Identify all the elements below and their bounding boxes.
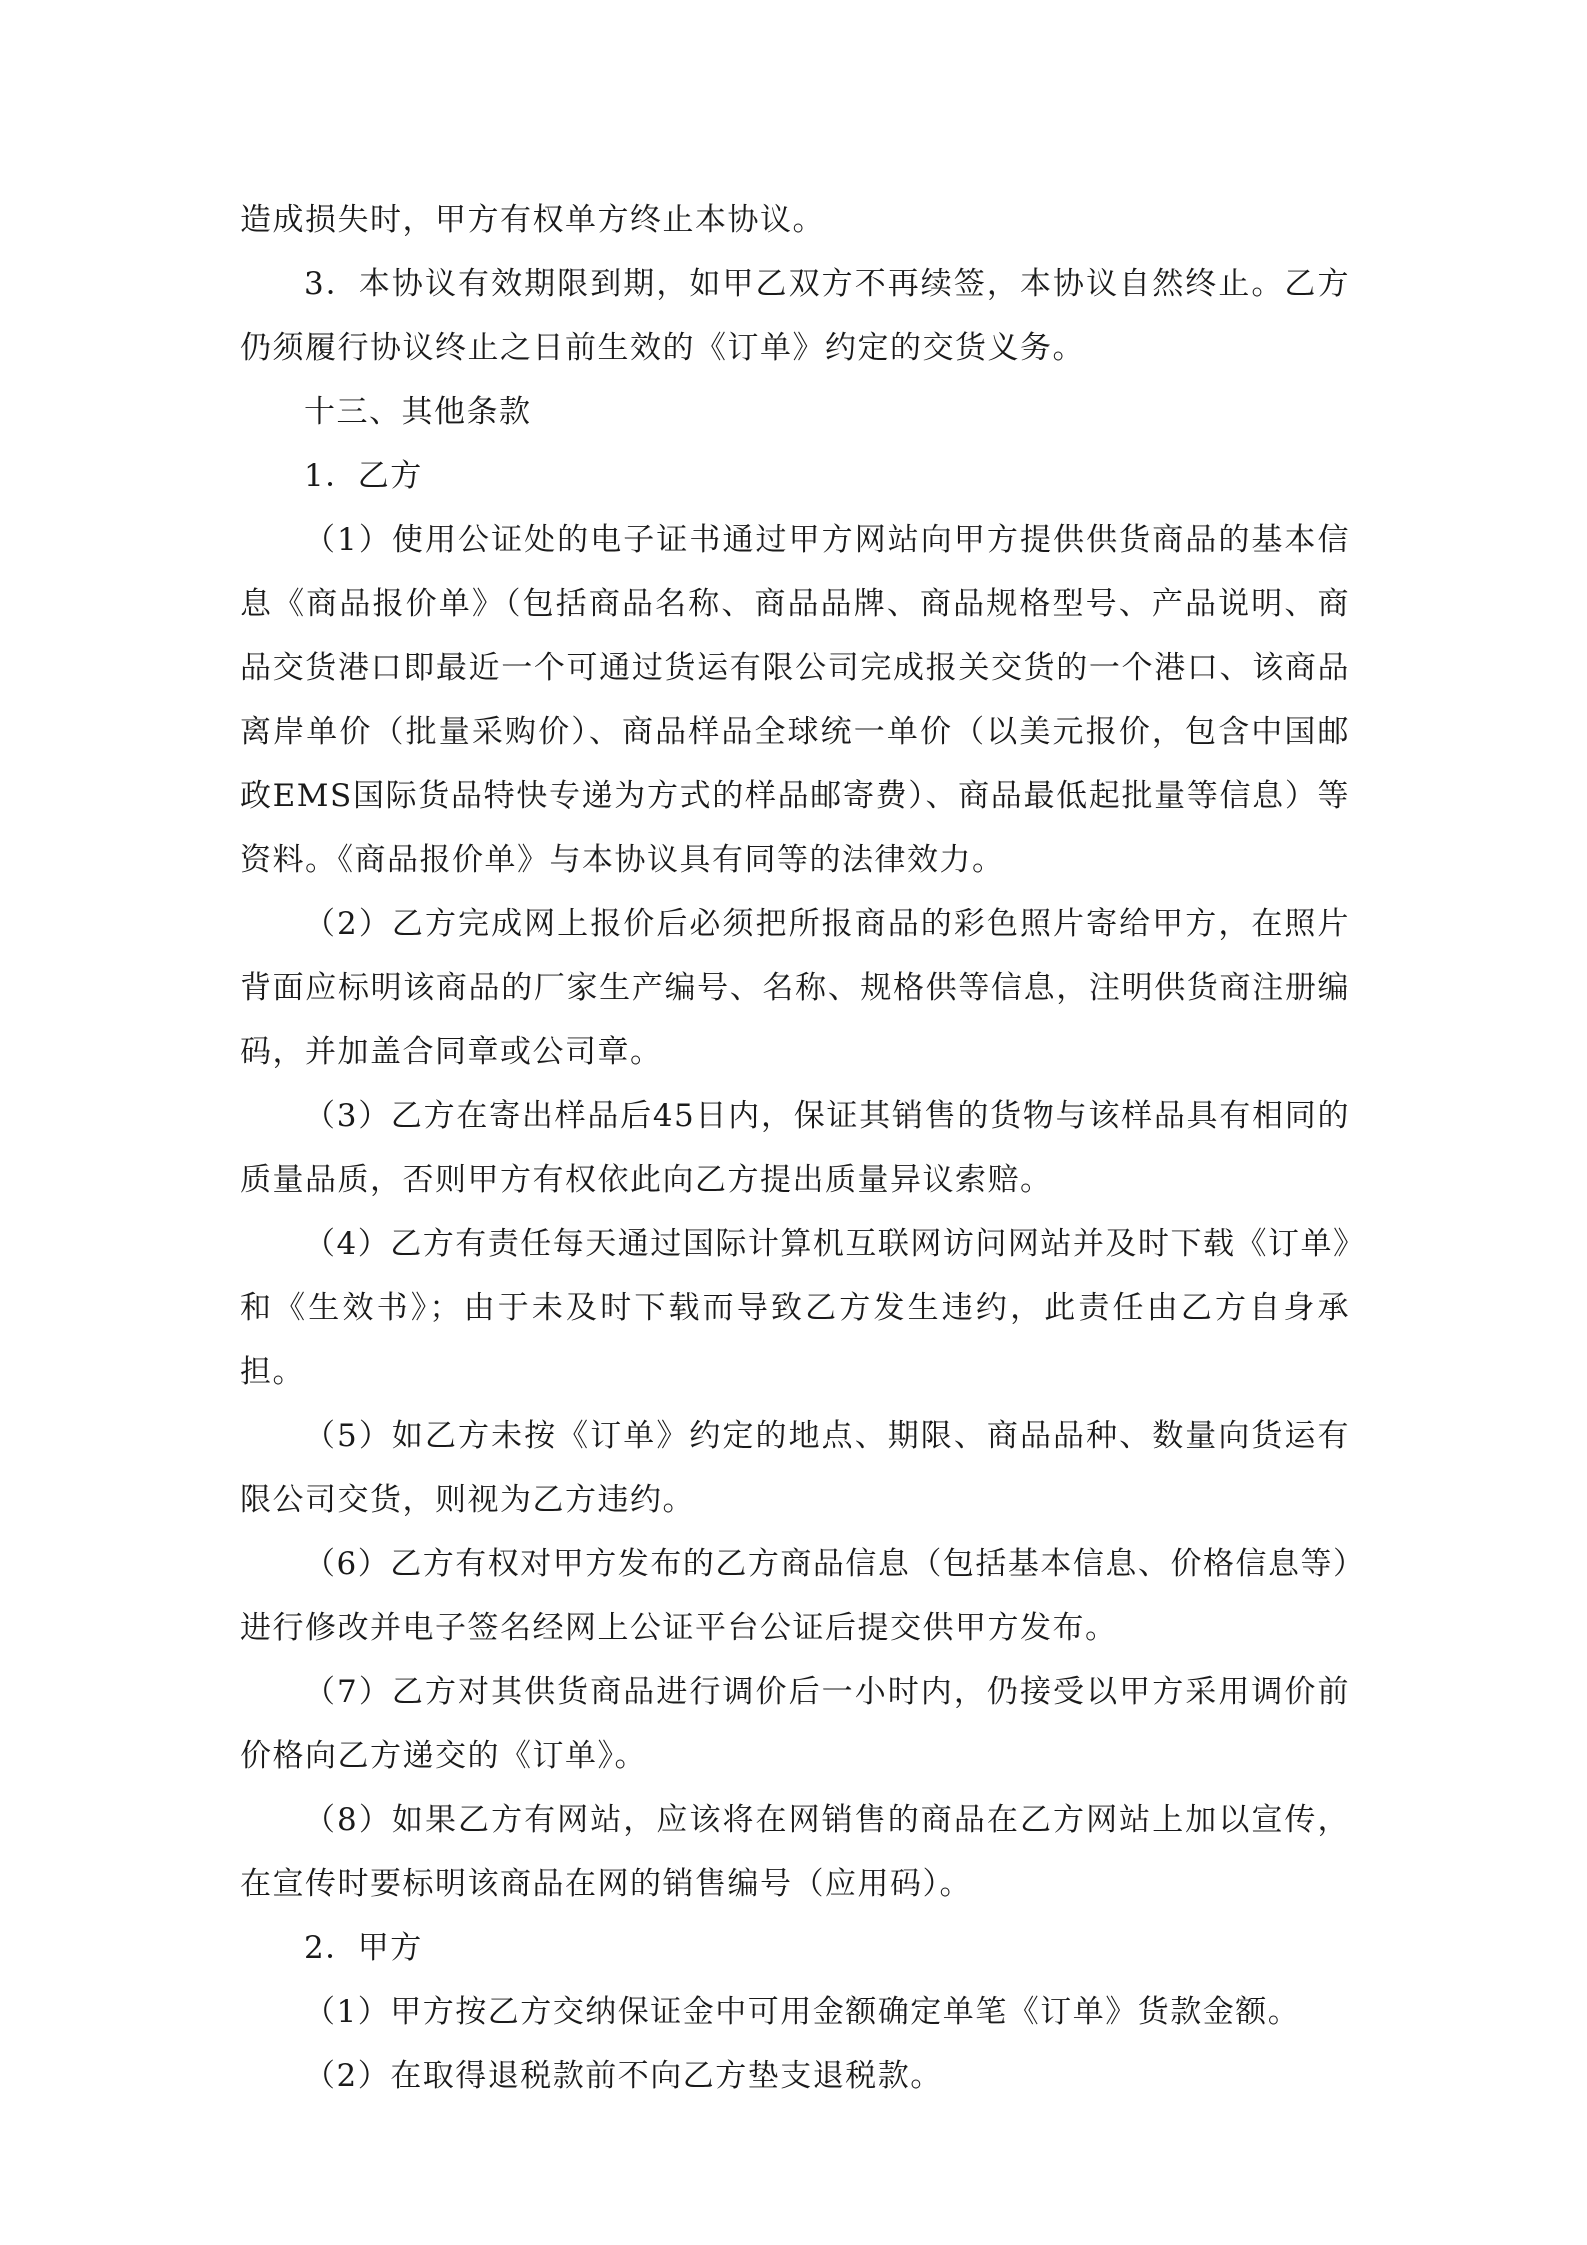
subsection-heading-party-a: 2．甲方 — [304, 1930, 423, 1966]
paragraph-party-a-item-2: （2）在取得退税款前不向乙方垫支退税款。 — [304, 2058, 943, 2094]
paragraph-party-b-item-5: （5）如乙方未按《订单》约定的地点、期限、商品品种、数量向货运有限公司交货，则视为乙方违约。 — [240, 1418, 1350, 1518]
paragraph-party-b-item-7: （7）乙方对其供货商品进行调价后一小时内，仍接受以甲方采用调价前价格向乙方递交的《订单》。 — [240, 1674, 1350, 1774]
subsection-heading-party-b: 1．乙方 — [304, 458, 423, 494]
document-body — [240, 188, 1350, 2108]
paragraph-continuation: 造成损失时，甲方有权单方终止本协议。 — [240, 202, 825, 238]
paragraph-party-b-item-4: （4）乙方有责任每天通过国际计算机互联网访问网站并及时下载《订单》和《生效书》；由于未及时下载而导致乙方发生违约，此责任由乙方自身承担。 — [240, 1226, 1350, 1390]
paragraph-party-b-item-3: （3）乙方在寄出样品后45日内，保证其销售的货物与该样品具有相同的质量品质，否则甲方有权依此向乙方提出质量异议索赔。 — [240, 1098, 1350, 1198]
paragraph-clause-3: 3．本协议有效期限到期，如甲乙双方不再续签，本协议自然终止。乙方仍须履行协议终止之日前生效的《订单》约定的交货义务。 — [240, 266, 1350, 366]
paragraph-party-b-item-8: （8）如果乙方有网站，应该将在网销售的商品在乙方网站上加以宣传，在宣传时要标明该商品在网的销售编号（应用码）。 — [240, 1802, 1350, 1902]
paragraph-party-b-item-6: （6）乙方有权对甲方发布的乙方商品信息（包括基本信息、价格信息等）进行修改并电子签名经网上公证平台公证后提交供甲方发布。 — [240, 1546, 1350, 1646]
paragraph-party-b-item-1: （1）使用公证处的电子证书通过甲方网站向甲方提供供货商品的基本信息《商品报价单》（包括商品名称、商品品牌、商品规格型号、产品说明、商品交货港口即最近一个可通过货运有限公司完成报关交货的一个港口、该商品离岸单价（批量采购价）、商品样品全球统一单价（以美元报价，包含中国邮政EMS国际货品特快专递为方式的样品邮寄费）、商品最低起批量等信息）等资料。《商品报价单》与本协议具有同等的法律效力。 — [240, 522, 1350, 878]
section-heading-other-terms: 十三、其他条款 — [304, 394, 532, 430]
paragraph-party-a-item-1: （1）甲方按乙方交纳保证金中可用金额确定单笔《订单》货款金额。 — [304, 1994, 1301, 2030]
paragraph-party-b-item-2: （2）乙方完成网上报价后必须把所报商品的彩色照片寄给甲方，在照片背面应标明该商品的厂家生产编号、名称、规格供等信息，注明供货商注册编码，并加盖合同章或公司章。 — [240, 906, 1350, 1070]
